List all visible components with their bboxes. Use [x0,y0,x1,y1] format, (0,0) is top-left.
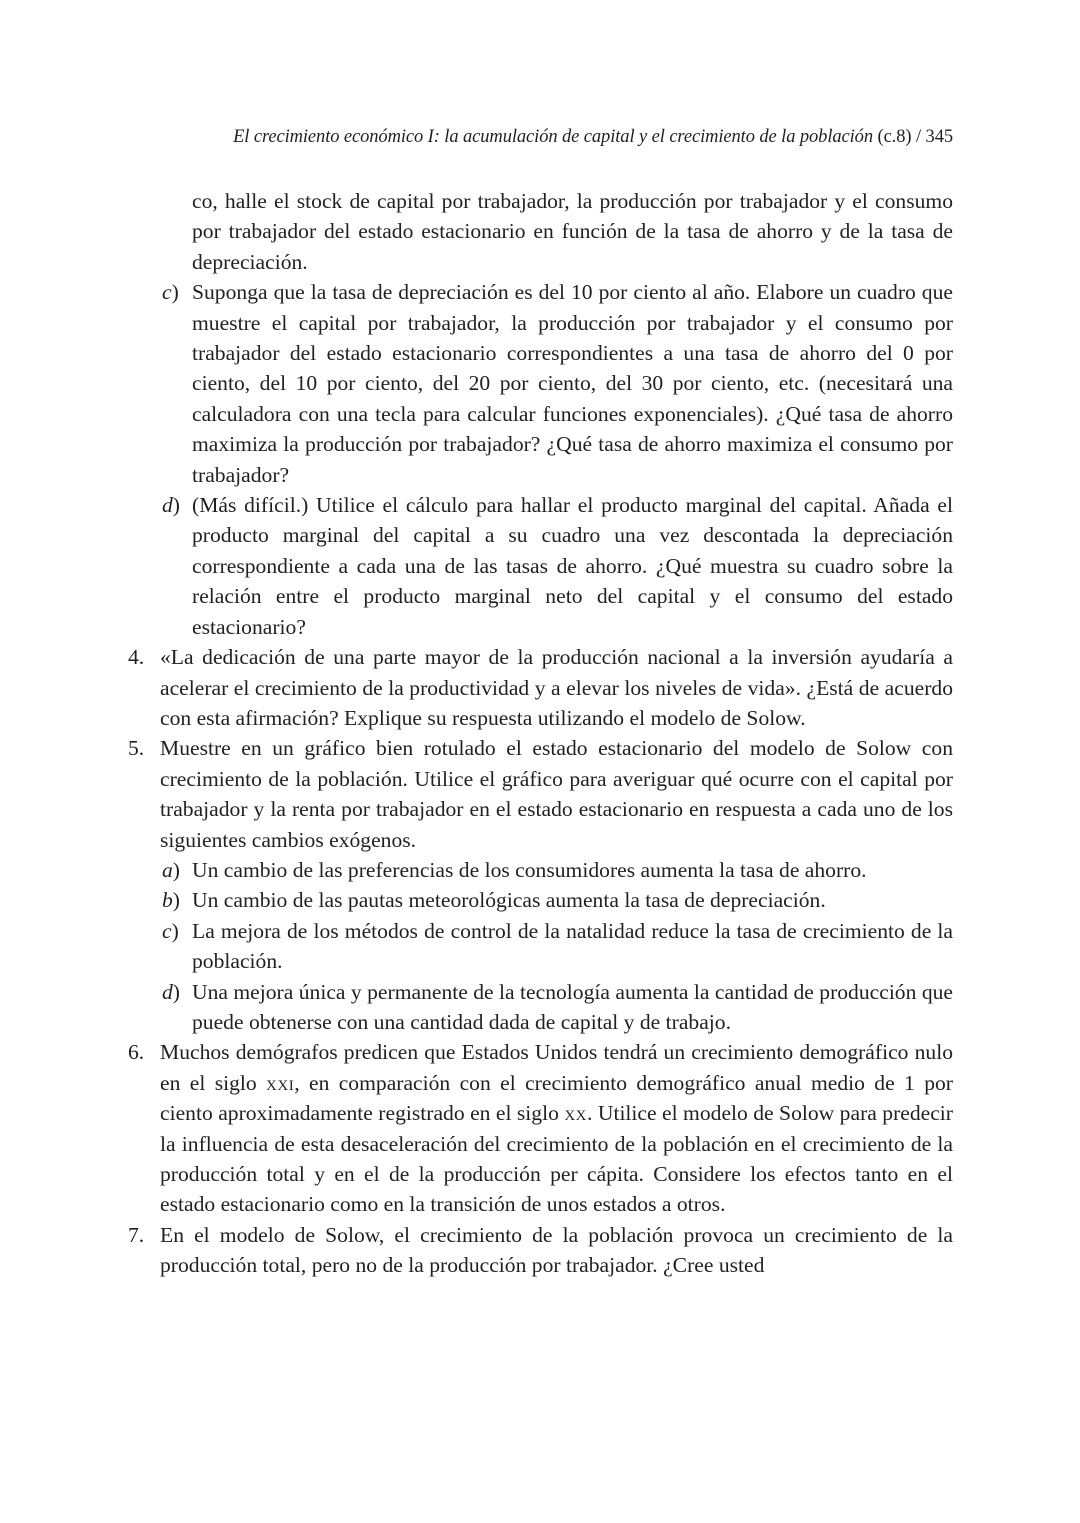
century-21: xxi [266,1070,295,1095]
question-5b-text: Un cambio de las pautas meteorológicas aumenta la tasa de depreciación. [192,888,826,913]
question-5d [128,977,953,1038]
question-3d-text: (Más difícil.) Utilice el cálculo para hallar el producto marginal del capital. Añada el producto marginal del capital a su cuadro una vez descontada la depreciación correspondiente a cada una de las tasas de ahorro. ¿Qué muestra su cuadro sobre la relación entre el producto marginal neto del capital y el consumo del estado estacionario? [192,493,953,639]
item-letter: d) [162,979,180,1004]
question-number: 5. [128,736,145,761]
chapter-number: (c.8) [877,127,912,147]
question-5b [128,885,953,915]
question-3d [128,490,953,642]
century-20: xx [564,1101,588,1126]
question-4-text: «La dedicación de una parte mayor de la producción nacional a la inversión ayudaría a acelerar el crecimiento de la productividad y a elevar los niveles de vida». ¿Está de acuerdo con esta afirmación? Explique su respuesta utilizando el modelo de Solow. [160,645,953,730]
question-7-text: En el modelo de Solow, el crecimiento de la población provoca un crecimiento de la producción total, pero no de la producción por trabajador. ¿Cree usted [160,1222,953,1278]
question-number: 4. [128,645,145,670]
question-7 [128,1220,953,1281]
question-5a [128,855,953,885]
question-number: 6. [128,1040,145,1065]
question-6-text: Muchos demógrafos predicen que Estados Unidos tendrá un crecimiento demográfico nulo en el siglo xxi, en comparación con el crecimiento demográfico anual medio de 1 por ciento aproximadamente registrado en el siglo xx. Utilice el modelo de Solow para predecir la influencia de esta desaceleración del crecimiento de la población en el crecimiento de la producción total y en el de la producción per cápita. Considere los efectos tanto en el estado estacionario como en la transición de unos estados a otros. [160,1040,953,1217]
item-letter: a) [162,857,180,882]
question-6 [128,1037,953,1219]
question-5c-text: La mejora de los métodos de control de la natalidad reduce la tasa de crecimiento de la población. [192,918,953,974]
item-letter: b) [162,888,180,913]
question-5 [128,733,953,855]
question-3c [128,277,953,490]
question-3c-text: Suponga que la tasa de depreciación es del 10 por ciento al año. Elabore un cuadro que muestre el capital por trabajador, la producción por trabajador y el consumo por trabajador del estado estacionario correspondientes a una tasa de ahorro del 0 por ciento, del 10 por ciento, del 20 por ciento, del 30 por ciento, etc. (necesitará una calculadora con una tecla para calcular funciones exponenciales). ¿Qué tasa de ahorro maximiza la producción por trabajador? ¿Qué tasa de ahorro maximiza el consumo por trabajador? [192,280,953,487]
question-5c [128,916,953,977]
question-5-text: Muestre en un gráfico bien rotulado el estado estacionario del modelo de Solow con crecimiento de la población. Utilice el gráfico para averiguar qué ocurre con el capital por trabajador y la renta por trabajador en el estado estacionario en respuesta a cada uno de los siguientes cambios exógenos. [160,736,953,852]
question-4 [128,642,953,733]
page-body [128,186,953,1281]
running-header [188,124,953,150]
item-letter: c) [162,280,179,305]
chapter-title: El crecimiento económico I: la acumulación de capital y el crecimiento de la población [233,127,873,147]
question-5d-text: Una mejora única y permanente de la tecnología aumenta la cantidad de producción que puede obtenerse con una cantidad dada de capital y de trabajo. [192,979,953,1034]
question-5a-text: Un cambio de las preferencias de los consumidores aumenta la tasa de ahorro. [192,857,867,882]
item-letter: d) [162,493,180,518]
page-number: 345 [925,127,953,147]
question-number: 7. [128,1222,145,1247]
item-letter: c) [162,918,179,943]
question-3b-continuation: co, halle el stock de capital por trabajador, la producción por trabajador y el consumo por trabajador del estado estacionario en función de la tasa de ahorro y de la tasa de depreciación. [192,189,953,274]
header-separator: / [915,127,922,147]
